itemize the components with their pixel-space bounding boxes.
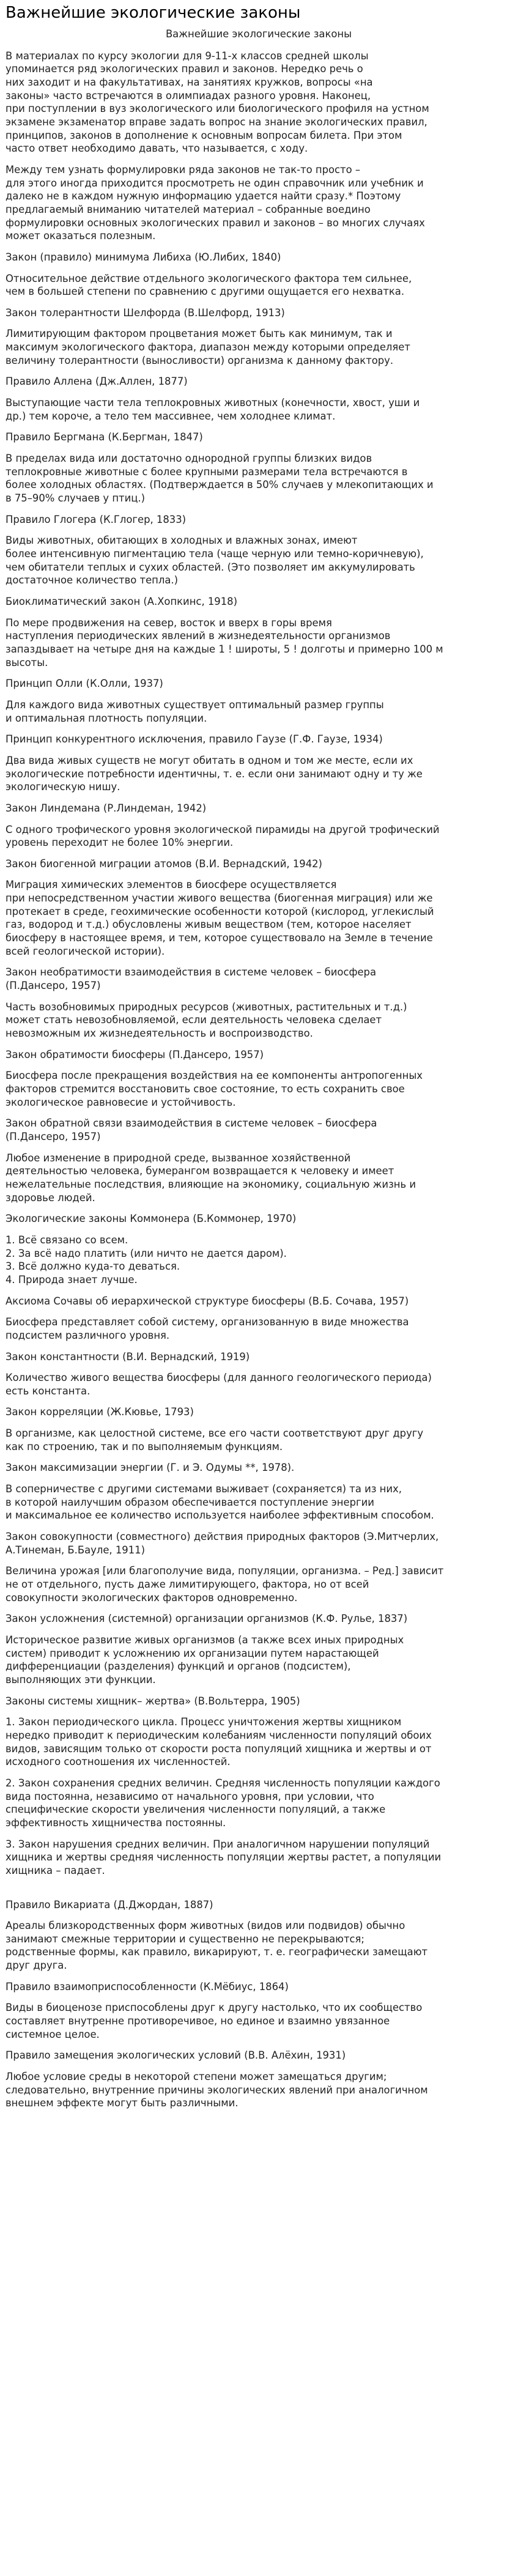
paragraph [6, 1212, 512, 1226]
paragraph [6, 306, 512, 320]
text-line: не от отдельного, пусть даже лимитирующего, фактора, но от всей [6, 1579, 369, 1591]
text-line: занимают смежные территории и существенно не перекрываются; [6, 1933, 364, 1945]
text-line: экологические потребности идентичны, т. е. если они занимают одну и ту же [6, 768, 423, 780]
text-line: максимум экологического фактора, диапазон между которыми определяет [6, 341, 410, 353]
paragraph [6, 698, 512, 725]
text-line: Правило Глогера (К.Глогер, 1833) [6, 513, 187, 525]
paragraph [6, 1482, 512, 1522]
text-line: и максимальное ее количество используется наиболее эффективным способом. [6, 1509, 434, 1522]
text-line: 2. За всё надо платить (или ничто не дается даром). [6, 1247, 287, 1259]
text-line: Часть возобновимых природных ресурсов (животных, растительных и т.д.) [6, 1001, 407, 1013]
text-line: Принцип Олли (К.Олли, 1937) [6, 678, 163, 690]
text-line: А.Тинеман, Б.Бауле, 1911) [6, 1544, 145, 1556]
text-line: специфические скорости увеличения численности популяций, а также [6, 1804, 386, 1816]
text-line: Правило Бергмана (К.Бергман, 1847) [6, 431, 203, 443]
text-line: в которой наилучшим образом обеспечивается поступление энергии [6, 1496, 374, 1508]
paragraph [6, 1612, 512, 1626]
text-line: при поступлении в вуз экологического или биологического профиля на устном [6, 103, 429, 115]
paragraph [6, 251, 512, 264]
paragraph [6, 616, 512, 670]
text-line: Закон необратимости взаимодействия в системе человек – биосфера [6, 966, 376, 979]
paragraph [6, 272, 512, 298]
text-line: др.) тем короче, а тело тем массивнее, чем холоднее климат. [6, 410, 336, 422]
text-line: невозможным их жизнедеятельность и воспроизводство. [6, 1027, 313, 1040]
text-line: Закон константности (В.И. Вернадский, 1919) [6, 1350, 250, 1363]
text-line: деятельностью человека, бумерангом возвращается к человеку и имеет [6, 1165, 394, 1177]
text-line: систем) приводит к усложнению их организации путем нарастающей [6, 1647, 379, 1659]
text-line: есть константа. [6, 1385, 91, 1397]
text-line: достаточное количество тепла.) [6, 574, 179, 587]
paragraph [6, 327, 512, 367]
paragraph [6, 1069, 512, 1109]
text-line: Биосфера представляет собой систему, организованную в виде множества [6, 1316, 409, 1328]
paragraph [6, 1152, 512, 1205]
text-line: как по строению, так и по выполняемым функциям. [6, 1440, 283, 1453]
paragraph [6, 754, 512, 794]
paragraph [6, 823, 512, 849]
text-line: В соперничестве с другими системами выживает (сохраняется) та из них, [6, 1483, 402, 1495]
paragraph [6, 1295, 512, 1308]
text-line: 3. Закон нарушения средних величин. При аналогичном нарушении популяций [6, 1838, 430, 1850]
paragraph [6, 2049, 512, 2062]
paragraph [6, 2001, 512, 2041]
paragraph [6, 2070, 512, 2110]
text-line: В организме, как целостной системе, все его части соответствуют друг другу [6, 1427, 424, 1440]
text-line: Относительное действие отдельного экологического фактора тем сильнее, [6, 272, 412, 284]
text-line: Закон совокупности (совместного) действия природных факторов (Э.Митчерлих, [6, 1531, 439, 1543]
text-line: для этого иногда приходится просмотреть не один справочник или учебник и [6, 177, 424, 189]
text-line: наступления периодических явлений в жизнедеятельности организмов [6, 630, 391, 642]
paragraph [6, 1371, 512, 1397]
paragraph [6, 1234, 512, 1287]
text-line: Закон (правило) минимума Либиха (Ю.Либих, 1840) [6, 251, 281, 263]
text-line: родственные формы, как правило, викарируют, т. е. географически замещают [6, 1946, 428, 1958]
text-line: формулировки основных экологических правил и законов – во многих случаях [6, 217, 425, 229]
text-line: видов, зависящим только от скорости роста популяций хищника и жертвы и от [6, 1742, 432, 1755]
text-line: при непосредственном участии живого вещества (биогенная миграция) или же [6, 892, 433, 905]
paragraph [6, 1350, 512, 1364]
text-line: Закон обратной связи взаимодействия в системе человек – биосфера [6, 1117, 377, 1130]
text-line: Ареалы близкородственных форм животных (видов или подвидов) обычно [6, 1920, 405, 1932]
text-line: всей геологической истории). [6, 945, 165, 957]
paragraph [6, 1564, 512, 1604]
text-line: может оказаться полезным. [6, 230, 156, 242]
blank-gap [6, 1886, 512, 1898]
paragraph [6, 677, 512, 690]
paragraph [6, 431, 512, 444]
text-line: Закон корреляции (Ж.Кювье, 1793) [6, 1406, 194, 1418]
text-line: Миграция химических элементов в биосфере осуществляется [6, 879, 337, 891]
text-line: чем в большей степени по сравнению с другими ощущается его нехватка. [6, 286, 405, 298]
text-line: Правило Аллена (Дж.Аллен, 1877) [6, 376, 188, 388]
text-line: вида постоянна, независимо от начального уровня, при условии, что [6, 1790, 374, 1802]
text-line: исходного соотношения их численностей. [6, 1756, 231, 1768]
text-line: совокупности экологических факторов одновременно. [6, 1591, 298, 1604]
text-line: Виды животных, обитающих в холодных и влажных зонах, имеют [6, 535, 358, 547]
text-line: 1. Всё связано со всем. [6, 1234, 128, 1246]
text-line: упоминается ряд экологических правил и законов. Нередко речь о [6, 63, 363, 75]
text-line: Правило Викариата (Д.Джордан, 1887) [6, 1898, 213, 1911]
paragraph [6, 1695, 512, 1708]
text-line: Закон обратимости биосферы (П.Дансеро, 1957) [6, 1048, 264, 1060]
paragraph [6, 375, 512, 388]
text-line: законы» часто встречаются в олимпиадах разного уровня. Наконец, [6, 89, 371, 102]
text-line: и оптимальная плотность популяции. [6, 712, 207, 724]
paragraph [6, 452, 512, 505]
paragraph [6, 966, 512, 992]
text-line: Величина урожая [или благополучие вида, популяции, организма. – Ред.] зависит [6, 1565, 444, 1577]
paragraph [6, 1634, 512, 1687]
paragraph [6, 595, 512, 609]
document-body-continued [6, 1898, 512, 2111]
paragraph [6, 1919, 512, 1972]
paragraph [6, 878, 512, 958]
text-line: может стать невозобновляемой, если деятельность человека сделает [6, 1014, 382, 1026]
document-subtitle: Важнейшие экологические законы [165, 28, 352, 40]
text-line: экологическое равновесие и устойчивость. [6, 1096, 236, 1108]
text-line: Лимитирующим фактором процветания может быть как минимум, так и [6, 328, 393, 340]
text-line: хищника – падает. [6, 1864, 105, 1876]
paragraph [6, 1461, 512, 1475]
text-line: Выступающие части тела теплокровных животных (конечности, хвост, уши и [6, 397, 420, 409]
text-line: величину толерантности (выносливости) организма к данному фактору. [6, 354, 394, 366]
text-line: Закон толерантности Шелфорда (В.Шелфорд, 1913) [6, 306, 285, 319]
paragraph [6, 1427, 512, 1453]
paragraph [6, 857, 512, 871]
text-line: Закон биогенной миграции атомов (В.И. Вернадский, 1942) [6, 857, 322, 870]
text-line: здоровье людей. [6, 1191, 95, 1204]
text-line: Для каждого вида животных существует оптимальный размер группы [6, 698, 384, 711]
text-line: Законы системы хищник– жертва» (В.Вольтерра, 1905) [6, 1695, 300, 1707]
text-line: запаздывает на четыре дня на каждые 1 ! широты, 5 ! долготы и примерно 100 м [6, 643, 443, 655]
paragraph [6, 1838, 512, 1878]
text-line: экологическую нишу. [6, 781, 120, 793]
text-line: 4. Природа знает лучше. [6, 1273, 138, 1286]
text-line: Правило взаимоприспособленности (К.Мёбиус, 1864) [6, 1980, 289, 1993]
paragraph [6, 534, 512, 587]
text-line: системное целое. [6, 2028, 100, 2040]
document-body [6, 50, 512, 1878]
text-line: Закон усложнения (системной) организации организмов (К.Ф. Рулье, 1837) [6, 1613, 408, 1625]
paragraph [6, 1048, 512, 1062]
text-line: нежелательные последствия, влияющие на экономику, социальную жизнь и [6, 1178, 416, 1190]
paragraph [6, 1405, 512, 1419]
text-line: По мере продвижения на север, восток и вверх в горы время [6, 616, 332, 629]
text-line: Биоклиматический закон (А.Хопкинс, 1918) [6, 595, 237, 607]
text-line: Закон Линдемана (Р.Линдеман, 1942) [6, 802, 207, 814]
text-line: Два вида живых существ не могут обитать в одном и том же месте, если их [6, 754, 413, 766]
text-line: уровень переходит не более 10% энергии. [6, 837, 234, 849]
text-line: факторов стремится восстановить свое состояние, то есть сохранить свое [6, 1083, 405, 1095]
text-line: дифференциации (разделения) функций и органов (подсистем), [6, 1660, 351, 1673]
page-title: Важнейшие экологические законы [6, 4, 301, 22]
text-line: Историческое развитие живых организмов (а также всех иных природных [6, 1634, 404, 1646]
text-line: подсистем различного уровня. [6, 1329, 170, 1341]
text-line: в 75–90% случаев у птиц.) [6, 492, 146, 505]
text-line: хищника и жертвы средняя численность популяции жертвы растет, а популяции [6, 1851, 442, 1864]
text-line: следовательно, внутренние причины экологических явлений при аналогичном [6, 2084, 428, 2096]
text-line: биосферу в настоящее время, и тем, которое существовало на Земле в течение [6, 932, 433, 944]
text-line: (П.Дансеро, 1957) [6, 1130, 101, 1142]
text-line: Виды в биоценозе приспособлены друг к другу настолько, что их сообщество [6, 2002, 423, 2014]
text-line: 2. Закон сохранения средних величин. Средняя численность популяции каждого [6, 1777, 440, 1789]
text-line: Принцип конкурентного исключения, правило Гаузе (Г.Ф. Гаузе, 1934) [6, 733, 383, 746]
text-line: выполняющих эти функции. [6, 1673, 156, 1686]
text-line: В материалах по курсу экологии для 9-11-х классов средней школы [6, 50, 369, 62]
text-line: Аксиома Сочавы об иерархической структуре биосферы (В.Б. Сочава, 1957) [6, 1295, 409, 1307]
text-line: нередко приводит к периодическим колебаниям численности популяций обоих [6, 1729, 432, 1741]
paragraph [6, 1777, 512, 1830]
text-line: 1. Закон периодического цикла. Процесс уничтожения жертвы хищником [6, 1716, 402, 1728]
paragraph [6, 733, 512, 746]
text-line: более холодных областях. (Подтверждается в 50% случаев у млекопитающих и [6, 479, 434, 491]
text-line: высоты. [6, 656, 48, 668]
paragraph [6, 802, 512, 815]
text-line: С одного трофического уровня экологической пирамиды на другой трофический [6, 823, 440, 835]
text-line: часто ответ необходимо давать, что называется, с ходу. [6, 142, 308, 155]
paragraph [6, 1316, 512, 1342]
text-line: Закон максимизации энергии (Г. и Э. Одумы **, 1978). [6, 1462, 295, 1474]
text-line: Биосфера после прекращения воздействия на ее компоненты антропогенных [6, 1070, 423, 1082]
paragraph [6, 1898, 512, 1912]
text-line: газ, водород и т.д.) обусловлены живым веществом (тем, которое населяет [6, 919, 412, 931]
text-line: экзамене экзаменатор вправе задать вопрос на знание экологических правил, [6, 116, 427, 128]
paragraph [6, 163, 512, 243]
paragraph [6, 1117, 512, 1143]
text-line: теплокровные животные с более крупными размерами тела встречаются в [6, 465, 408, 478]
text-line: Экологические законы Коммонера (Б.Коммонер, 1970) [6, 1213, 297, 1225]
text-line: составляет внутренне противоречивое, но единое и взаимно увязанное [6, 2015, 390, 2027]
text-line: друг друга. [6, 1960, 67, 1972]
text-line: чем обитатели теплых и сухих областей. (Это позволяет им аккумулировать [6, 561, 415, 573]
text-line: предлагаемый вниманию читателей материал – собранные воедино [6, 203, 371, 215]
text-line: Между тем узнать формулировки ряда законов не так-то просто – [6, 163, 361, 176]
text-line: Правило замещения экологических условий (В.В. Алёхин, 1931) [6, 2049, 346, 2062]
paragraph [6, 1980, 512, 1994]
paragraph [6, 1530, 512, 1556]
text-line: внешнем эффекте могут быть различными. [6, 2097, 239, 2109]
text-line: далеко не в каждом нужную информацию удается найти сразу.* Поэтому [6, 190, 401, 202]
text-line: 3. Всё должно куда-то деваться. [6, 1260, 180, 1273]
paragraph [6, 1001, 512, 1040]
text-line: Любое условие среды в некоторой степени может замещаться другим; [6, 2071, 387, 2083]
paragraph [6, 50, 512, 155]
text-line: протекает в среде, геохимические особенности которой (кислород, углекислый [6, 905, 434, 917]
text-line: них заходит и на факультативах, на занятиях кружков, вопросы «на [6, 76, 373, 88]
text-line: эффективность хищничества постоянны. [6, 1816, 226, 1829]
paragraph [6, 513, 512, 527]
paragraph [6, 396, 512, 423]
text-line: принципов, законов в дополнение к основным вопросам билета. При этом [6, 129, 402, 141]
text-line: Количество живого вещества биосферы (для данного геологического периода) [6, 1372, 432, 1384]
text-line: (П.Дансеро, 1957) [6, 980, 101, 992]
text-line: более интенсивную пигментацию тела (чаще черную или темно-коричневую), [6, 548, 424, 560]
text-line: Любое изменение в природной среде, вызванное хозяйственной [6, 1152, 351, 1164]
text-line: В пределах вида или достаточно однородной группы близких видов [6, 453, 372, 465]
paragraph [6, 1715, 512, 1769]
